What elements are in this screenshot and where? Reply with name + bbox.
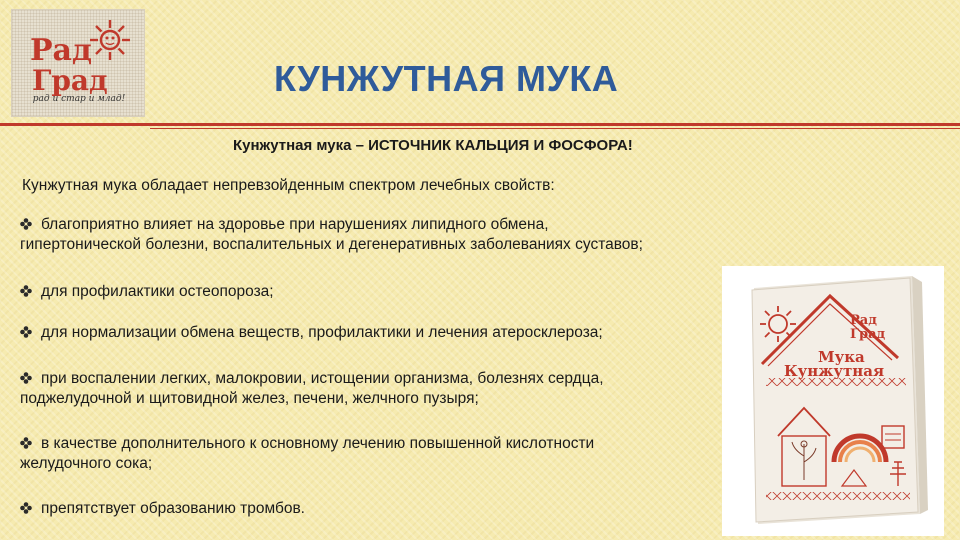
box-label-line1: Мука (818, 348, 865, 366)
product-package-image (722, 266, 944, 536)
logo-line2: Град (32, 64, 108, 97)
list-item (20, 369, 720, 409)
header-divider (0, 123, 960, 126)
diamond-bullet-icon (20, 283, 32, 295)
page-title: КУНЖУТНАЯ МУКА (274, 58, 619, 99)
logo-tagline: рад и стар и млад! (32, 94, 126, 104)
diamond-bullet-icon (20, 216, 32, 228)
subtitle: Кунжутная мука – ИСТОЧНИК КАЛЬЦИЯ И ФОСФОРА! (233, 137, 633, 154)
diamond-bullet-icon (20, 324, 32, 336)
list-item (20, 434, 720, 474)
list-item-text: препятствует образованию тромбов. (41, 500, 305, 517)
list-item (20, 282, 720, 302)
brand-logo (12, 10, 144, 116)
list-item-text: благоприятно влияет на здоровье при нарушениях липидного обмена, (41, 216, 549, 233)
list-item (20, 323, 720, 343)
box-brand-line2: Град (850, 327, 886, 342)
diamond-bullet-icon (20, 370, 32, 382)
list-item (20, 215, 720, 255)
list-item-text: при воспалении легких, малокровии, истощении организма, болезнях сердца, (41, 370, 604, 387)
list-item-text: гипертонической болезни, воспалительных и дегенеративных заболеваниях суставов; (20, 236, 643, 253)
box-brand-line1: Рад (850, 313, 877, 328)
flour-box-illustration (722, 266, 944, 536)
list-item-text: желудочного сока; (20, 455, 153, 472)
list-item-text: в качестве дополнительного к основному лечению повышенной кислотности (41, 435, 595, 452)
diamond-bullet-icon (20, 435, 32, 447)
list-item-text: для нормализации обмена веществ, профилактики и лечения атеросклероза; (41, 324, 603, 341)
list-item-text: для профилактики остеопороза; (41, 283, 274, 300)
diamond-bullet-icon (20, 500, 32, 512)
header-divider-thin (150, 128, 960, 129)
intro-text: Кунжутная мука обладает непревзойденным спектром лечебных свойств: (22, 177, 555, 194)
list-item-text: поджелудочной и щитовидной желез, печени, желчного пузыря; (20, 390, 479, 407)
box-label-line2: Кунжутная (784, 362, 885, 380)
list-item (20, 499, 720, 519)
logo-line1: Рад (30, 33, 92, 68)
